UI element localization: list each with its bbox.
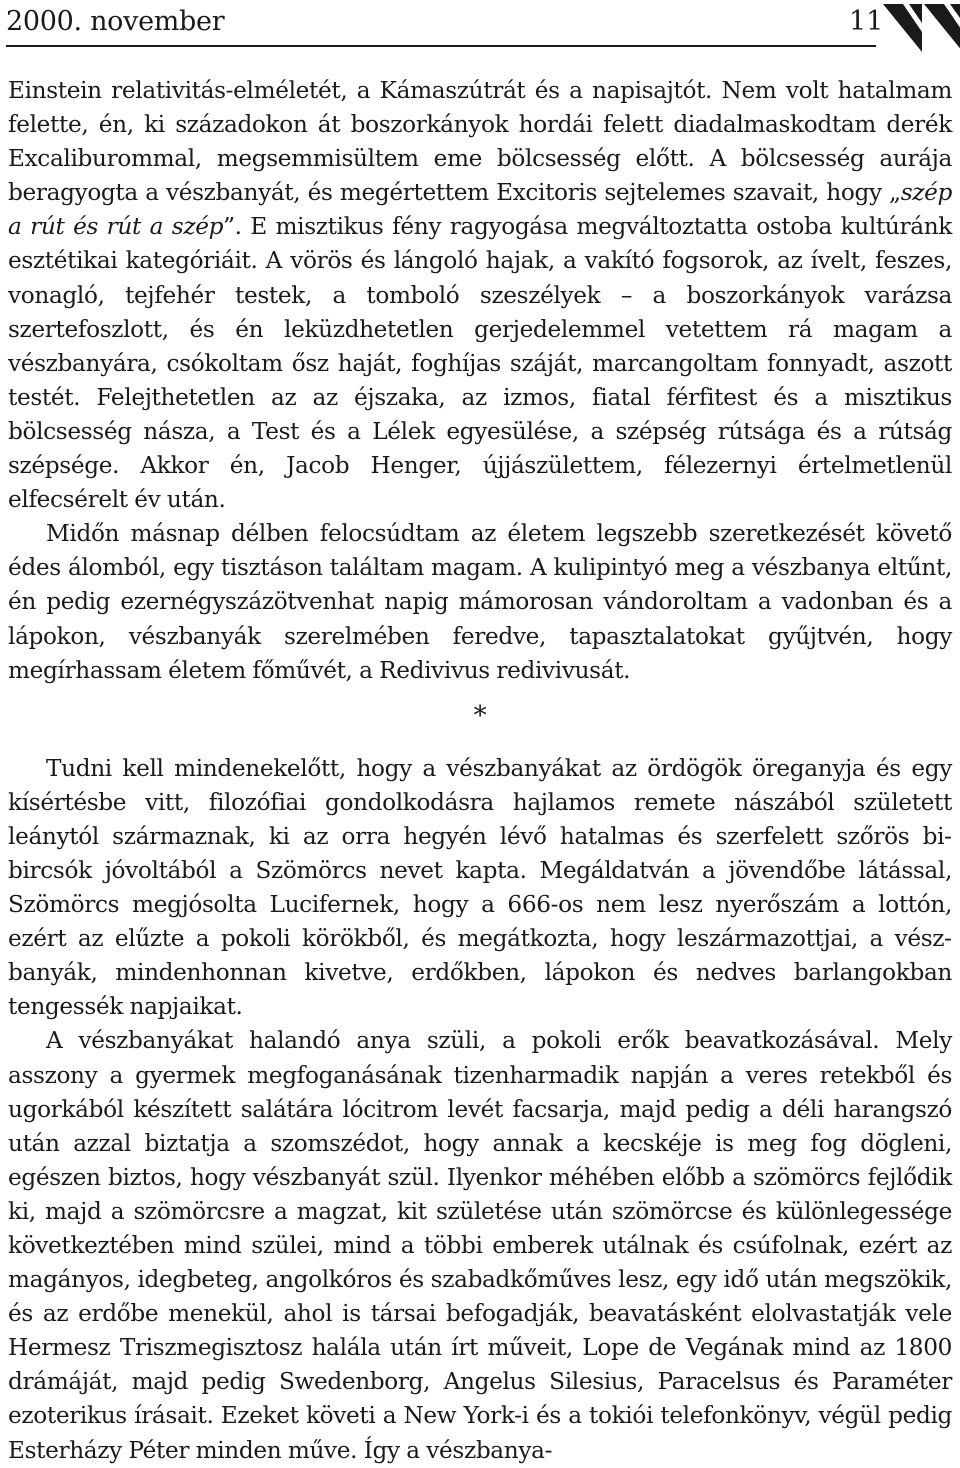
header-rule [6, 45, 876, 47]
page-number: 11 [849, 6, 884, 37]
paragraph-3: Tudni kell mindenekelőtt, hogy a vészbanyákat az ördögök öreganyja és egy kísértésbe vitt, filozófiai gondolkodásra hajlamos remete nászából született leánytól származnak, ki az orra hegyén lévő hatalmas és szerfelett szőrös bibircsók jóvoltából a Szömörcs nevet kapta. Megáldatván a jövendőbe látással, Szömörcs megjósolta Lucifernek, hogy a 666-os nem lesz nyerőszám a lottón, ezért az elűzte a pokoli körökből, és megátkozta, hogy leszármazottjai, a vészbanyák, mindenhonnan kivetve, erdőkben, lápokon és nedves barlangokban tengessék napjaikat. [8, 754, 952, 1021]
section-separator: * [473, 700, 487, 731]
paragraph-1-text-a: Einstein relativitás-elméletét, a Kámaszútrát és a napisajtót. Nem volt hatalmam felette, én, ki századokon át boszorkányok hordái felett diadalmaskodtam derék Excaliburommal, megsemmisültem eme bölcsesség előtt. A bölcsesség aurája beragyogta a vészbanyát, és megértettem Excitoris sejtelemes szavait, hogy „ [8, 77, 952, 207]
double-w-logo-icon [883, 4, 960, 52]
article-body [8, 74, 952, 1468]
page-header [6, 0, 960, 58]
paragraph-1-quote: szép a rút és rút a szép [8, 179, 952, 241]
paragraph-1 [8, 74, 952, 517]
paragraph-1-text-b: ”. E misztikus fény ragyogása megváltoztatta ostoba kultúránk esztétikai kategóriáit. A vörös és lángoló hajak, a vakító fogsorok, az ívelt, feszes, vonagló, tejfehér testek, a tomboló szeszélyek – a boszorkányok varázsa szertefoszlott, és én leküzdhetetlen gerjedelemmel vetettem rá magam a vészbanyára, csókoltam ősz haját, foghíjas száját, marcangoltam fonnyadt, aszott testét. Felejthetetlen az az éjszaka, az izmos, fiatal férfitest és a misztikus bölcsesség násza, a Test és a Lélek egyesülése, a szépség rútsága és a rútság szépsége. Akkor én, Jacob Henger, újjászülettem, félezernyi értelmetlenül elfecsérelt év után. [8, 213, 952, 514]
paragraph-4: A vészbanyákat halandó anya szüli, a pokoli erők beavatkozásával. Mely asszony a gyermek megfoganásának tizenharmadik napján a veres retekből és ugorkából készített salátára lócitrom levét facsarja, majd pedig a déli harangszó után azzal biztatja a szomszédot, hogy annak a kecskéje is meg fog dögleni, egészen biztos, hogy vészbanyát szül. Ilyenkor méhében előbb a szömörcs fejlődik ki, majd a szömörcsre a magzat, kit születése után szömörcse és különlegessége következtében mind szülei, mind a többi emberek utálnak és csúfolnak, ezért az magányos, idegbeteg, angolkóros és szabadkőműves lesz, egy idő után megszökik, és az erdőbe menekül, ahol is társai befogadják, beavatásként elolvastatják vele Hermesz Triszmegisztosz halála után írt műveit, Lope de Vegának mind az 1800 drámáját, majd pedig Swedenborg, Angelus Silesius, Paracelsus és Paraméter ezoterikus írásait. Ezeket követi a New York-i és a tokiói telefonkönyv, végül pedig Esterházy Péter minden műve. Így a vészbanya- [8, 1027, 952, 1464]
paragraph-2: Midőn másnap délben felocsúdtam az életem legszebb szeretkezését követő édes álomból, egy tisztáson találtam magam. A kulipintyó meg a vészbanya eltűnt, én pedig ezernégyszázötvenhat napig mámorosan vándoroltam a vadonban és a lápokon, vészbanyák szerelmében feredve, tapasztalatokat gyűjtvén, hogy megírhassam életem főművét, a Redivivus redivivusát. [8, 520, 952, 684]
issue-date: 2000. november [6, 6, 225, 37]
